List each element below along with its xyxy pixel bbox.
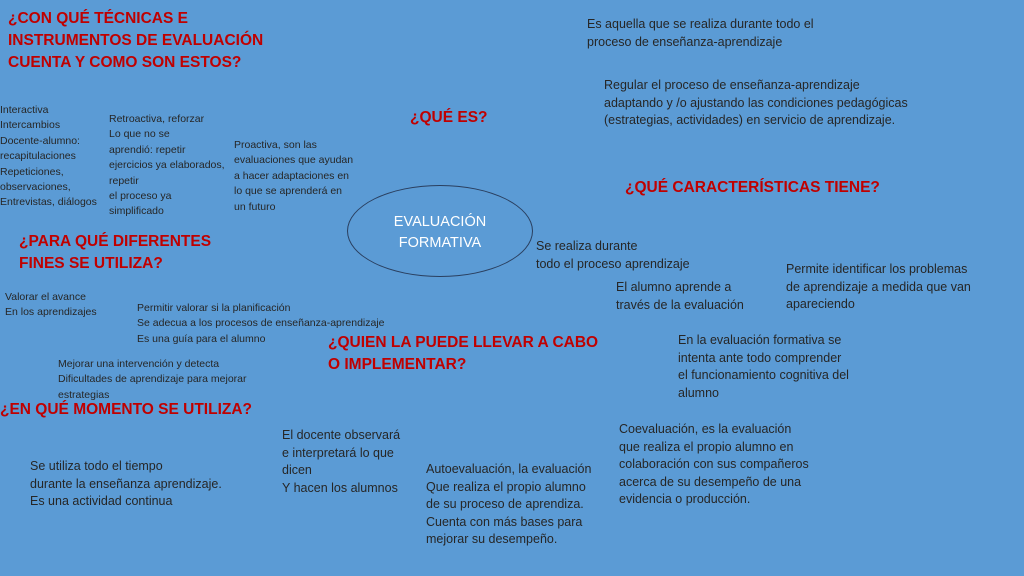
note-mejorar: Mejorar una intervención y detecta Dificultades de aprendizaje para mejorar estrategias bbox=[58, 358, 247, 401]
note-planificacion: Permitir valorar si la planificación Se adecua a los procesos de enseñanza-aprendizaje Es una guía para el alumno bbox=[137, 302, 385, 345]
heading-momento: ¿EN QUÉ MOMENTO SE UTILIZA? bbox=[0, 401, 253, 418]
heading-para-que: ¿PARA QUÉ DIFERENTES FINES SE UTILIZA? bbox=[19, 233, 212, 272]
note-docente: El docente observará e interpretará lo que dicen Y hacen los alumnos bbox=[282, 428, 401, 495]
note-retroactiva: Retroactiva, reforzar Lo que no se aprendió: repetir ejercicios ya elaborados, repetir el proceso ya simplificado bbox=[109, 113, 225, 218]
note-tiempo: Se utiliza todo el tiempo durante la enseñanza aprendizaje. Es una actividad continua bbox=[30, 459, 222, 509]
note-valorar: Valorar el avance En los aprendizajes bbox=[5, 291, 97, 319]
note-interactiva: Interactiva Intercambios Docente-alumno: recapitulaciones Repeticiones, observaciones, Entrevistas, diálogos bbox=[0, 104, 97, 209]
heading-tecnicas: ¿CON QUÉ TÉCNICAS E INSTRUMENTOS DE EVALUACIÓN CUENTA Y COMO SON ESTOS? bbox=[8, 10, 264, 71]
note-regular: Regular el proceso de enseñanza-aprendizaje adaptando y /o ajustando las condiciones pedagógicas (estrategias, actividades) en servicio de aprendizaje. bbox=[604, 78, 908, 128]
note-coevaluacion: Coevaluación, es la evaluación que realiza el propio alumno en colaboración con sus compañeros acerca de su desempeño de una evidencia o producción. bbox=[619, 422, 809, 507]
heading-quien: ¿QUIEN LA PUEDE LLEVAR A CABO O IMPLEMENTAR? bbox=[328, 334, 599, 373]
heading-caracteristicas: ¿QUÉ CARACTERÍSTICAS TIENE? bbox=[625, 179, 880, 196]
note-se-realiza: Se realiza durante todo el proceso aprendizaje bbox=[536, 239, 690, 271]
note-comprender: En la evaluación formativa se intenta ante todo comprender el funcionamiento cognitiva del alumno bbox=[678, 333, 849, 400]
center-label: EVALUACIÓN FORMATIVA bbox=[393, 214, 487, 251]
note-alumno-aprende: El alumno aprende a través de la evaluación bbox=[616, 280, 744, 312]
note-autoevaluacion: Autoevaluación, la evaluación Que realiza el propio alumno de su proceso de aprendiza. Cuenta con más bases para mejorar su desempeño. bbox=[426, 462, 592, 547]
note-definicion: Es aquella que se realiza durante todo el proceso de enseñanza-aprendizaje bbox=[587, 17, 814, 49]
heading-que-es: ¿QUÉ ES? bbox=[410, 109, 488, 126]
note-identificar: Permite identificar los problemas de aprendizaje a medida que van apareciendo bbox=[786, 262, 971, 312]
note-proactiva: Proactiva, son las evaluaciones que ayudan a hacer adaptaciones en lo que se aprenderá en un futuro bbox=[234, 139, 354, 213]
